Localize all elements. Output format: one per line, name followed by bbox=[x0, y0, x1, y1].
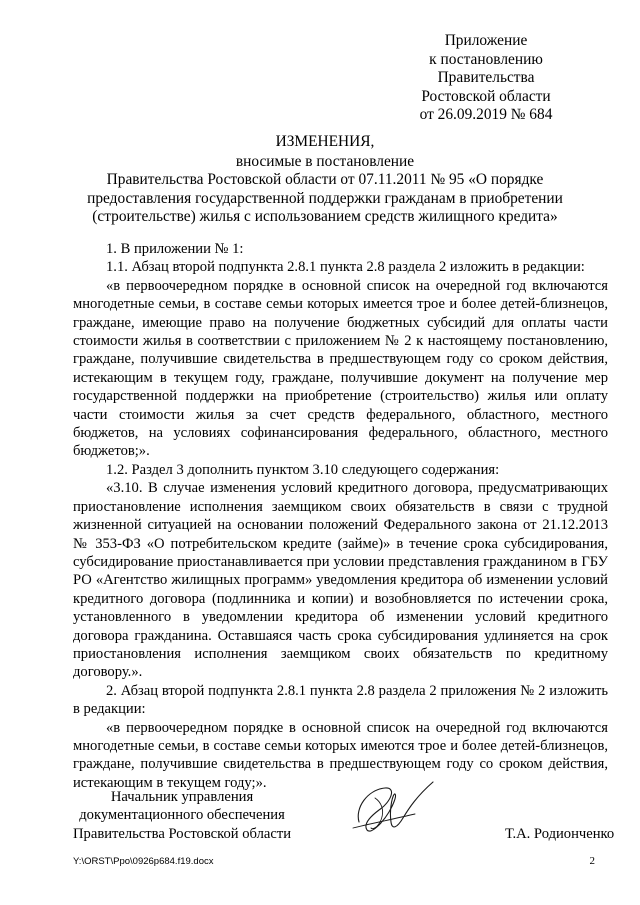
body-paragraph: 1.2. Раздел 3 дополнить пунктом 3.10 следующего содержания: bbox=[106, 461, 500, 478]
body-paragraph: 1.1. Абзац второй подпункта 2.8.1 пункта 2.8 раздела 2 изложить в редакции: bbox=[106, 259, 585, 276]
body-paragraph: 2. Абзац второй подпункта 2.8.1 пункта 2.8 раздела 2 приложения № 2 изложить в редакции: bbox=[73, 682, 608, 718]
file-path: Y:\ORST\Ppo\0926p684.f19.docx bbox=[73, 856, 214, 867]
handwritten-signature bbox=[345, 778, 437, 840]
appendix-line: Приложение bbox=[444, 32, 528, 49]
appendix-line: Правительства bbox=[437, 69, 535, 87]
appendix-line: Ростовской области bbox=[421, 87, 551, 105]
signatory-position-line: Правительства Ростовской области bbox=[73, 825, 292, 842]
heading-line: вносимые в постановление bbox=[235, 152, 415, 170]
appendix-line: от 26.09.2019 № 684 bbox=[419, 106, 553, 124]
appendix-line: к постановлению bbox=[429, 50, 543, 68]
appendix-block bbox=[400, 32, 572, 125]
body-paragraph: «3.10. В случае изменения условий кредитного договора, предусматривающих приостановление исполнения заемщиком своих обязательств в связи с трудной жизненной ситуацией на основании положений Федерального закона от 21.12.2013 № 353-ФЗ «О потребительском кредите (займе)» в течение срока субсидирования, субсидирование приостанавливается при условии представления гражданином в ГБУ РО «Агентство жилищных программ» уведомления кредитора об изменении условий кредитного договора (подлинника и копии) и возобновляется по истечении срока, установленного в уведомлении кредитора об изменении условий кредитного договора гражданина. Оставшаяся часть срока субсидирования удлиняется на срок приостановления исполнения заемщиком своих обязательств по кредитному договору.». bbox=[73, 480, 608, 681]
heading-line: (строительстве) жилья с использованием средств жилищного кредита» bbox=[92, 208, 558, 225]
body-paragraph: «в первоочередном порядке в основной список на очередной год включаются многодетные семьи, в составе семьи которых имеется трое и более детей-близнецов, граждане, имеющие право на получение бюджетных субсидий для оплаты части стоимости жилья в соответствии с приложением № 2 к настоящему постановлению, граждане, получившие свидетельства в предшествующем году со сроком действия, истекающим в текущем году, граждане, получившие документ на получение мер государственной поддержки на приобретение (строительство) жилья или оплату части стоимости жилья за счет средств федерального, областного, местного бюджетов, на условиях софинансирования федерального, областного, местного бюджетов;». bbox=[73, 277, 608, 460]
signature-block bbox=[73, 788, 613, 848]
signatory-name: Т.А. Родионченко bbox=[505, 826, 615, 842]
document-title: ИЗМЕНЕНИЯ, bbox=[275, 133, 375, 150]
body-paragraph: 1. В приложении № 1: bbox=[106, 241, 244, 257]
heading-line: Правительства Ростовской области от 07.11.2011 № 95 «О порядке bbox=[106, 171, 544, 188]
document-body bbox=[73, 240, 608, 792]
heading-line: предоставления государственной поддержки гражданам в приобретении bbox=[87, 189, 563, 207]
signatory-position bbox=[73, 788, 291, 843]
body-paragraph: «в первоочередном порядке в основной список на очередной год включаются многодетные семьи, в составе семьи которых имеются трое и более детей-близнецов, граждане, получившие свидетельства в предшествующем году со сроком действия, истекающим в текущем году;». bbox=[73, 719, 608, 791]
page-number: 2 bbox=[589, 855, 595, 867]
signatory-position-line: Начальник управления bbox=[110, 789, 254, 805]
document-heading bbox=[75, 133, 575, 227]
signatory-position-line: документационного обеспечения bbox=[79, 807, 285, 824]
